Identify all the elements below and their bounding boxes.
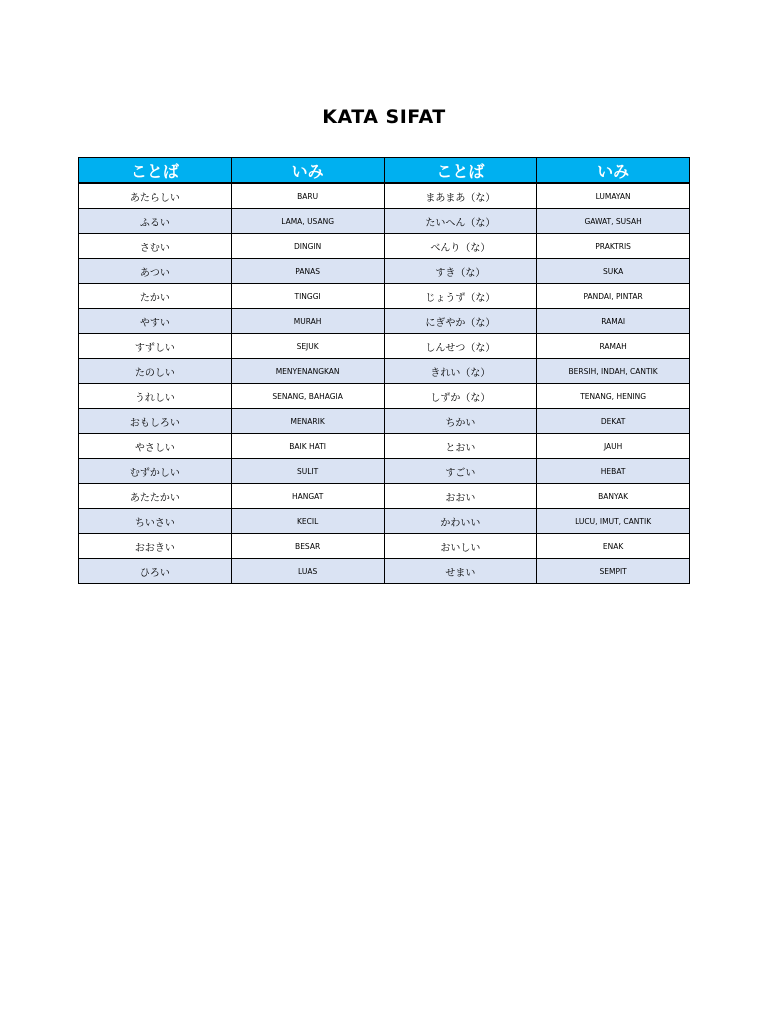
cell-meaning-2: JAUH xyxy=(537,434,690,459)
cell-meaning-2: GAWAT, SUSAH xyxy=(537,209,690,234)
cell-word-1: おもしろい xyxy=(79,409,232,434)
cell-meaning-2: RAMAI xyxy=(537,309,690,334)
table-row xyxy=(79,384,690,409)
cell-word-2: おおい xyxy=(384,484,537,509)
table-row xyxy=(79,534,690,559)
header-meaning-1: いみ xyxy=(231,158,384,184)
cell-meaning-1: SEJUK xyxy=(231,334,384,359)
cell-word-1: やさしい xyxy=(79,434,232,459)
adjective-table xyxy=(78,157,690,584)
cell-meaning-2: ENAK xyxy=(537,534,690,559)
cell-meaning-2: HEBAT xyxy=(537,459,690,484)
cell-meaning-2: PANDAI, PINTAR xyxy=(537,284,690,309)
cell-word-2: たいへん（な） xyxy=(384,209,537,234)
cell-word-2: かわいい xyxy=(384,509,537,534)
cell-meaning-1: LUAS xyxy=(231,559,384,584)
cell-word-2: すき（な） xyxy=(384,259,537,284)
cell-word-1: すずしい xyxy=(79,334,232,359)
table-row xyxy=(79,183,690,209)
cell-meaning-1: SENANG, BAHAGIA xyxy=(231,384,384,409)
table-row xyxy=(79,359,690,384)
cell-meaning-1: KECIL xyxy=(231,509,384,534)
cell-meaning-2: PRAKTRIS xyxy=(537,234,690,259)
cell-word-1: うれしい xyxy=(79,384,232,409)
cell-word-1: たのしい xyxy=(79,359,232,384)
table-row xyxy=(79,409,690,434)
cell-meaning-2: BANYAK xyxy=(537,484,690,509)
page-title: KATA SIFAT xyxy=(322,105,446,128)
cell-word-1: あつい xyxy=(79,259,232,284)
cell-meaning-1: BAIK HATI xyxy=(231,434,384,459)
cell-meaning-1: BARU xyxy=(231,183,384,209)
table-row xyxy=(79,309,690,334)
cell-word-1: やすい xyxy=(79,309,232,334)
table-row xyxy=(79,209,690,234)
cell-meaning-1: SULIT xyxy=(231,459,384,484)
cell-meaning-1: MENYENANGKAN xyxy=(231,359,384,384)
cell-meaning-2: RAMAH xyxy=(537,334,690,359)
cell-word-1: あたたかい xyxy=(79,484,232,509)
cell-meaning-1: PANAS xyxy=(231,259,384,284)
table-row xyxy=(79,434,690,459)
cell-word-2: とおい xyxy=(384,434,537,459)
header-meaning-2: いみ xyxy=(537,158,690,184)
cell-word-2: にぎやか（な） xyxy=(384,309,537,334)
cell-word-2: しんせつ（な） xyxy=(384,334,537,359)
cell-word-2: せまい xyxy=(384,559,537,584)
cell-word-2: ちかい xyxy=(384,409,537,434)
cell-word-1: あたらしい xyxy=(79,183,232,209)
cell-meaning-1: HANGAT xyxy=(231,484,384,509)
cell-word-1: おおきい xyxy=(79,534,232,559)
table-row xyxy=(79,484,690,509)
cell-word-1: むずかしい xyxy=(79,459,232,484)
cell-word-1: たかい xyxy=(79,284,232,309)
table-row xyxy=(79,284,690,309)
header-word-2: ことば xyxy=(384,158,537,184)
cell-meaning-2: LUMAYAN xyxy=(537,183,690,209)
cell-meaning-2: DEKAT xyxy=(537,409,690,434)
cell-word-1: ふるい xyxy=(79,209,232,234)
cell-word-1: さむい xyxy=(79,234,232,259)
cell-word-2: しずか（な） xyxy=(384,384,537,409)
cell-word-2: じょうず（な） xyxy=(384,284,537,309)
cell-meaning-1: MURAH xyxy=(231,309,384,334)
table-header xyxy=(79,158,690,184)
cell-word-2: きれい（な） xyxy=(384,359,537,384)
cell-word-1: ちいさい xyxy=(79,509,232,534)
table-row xyxy=(79,234,690,259)
header-row xyxy=(79,158,690,184)
cell-meaning-2: SUKA xyxy=(537,259,690,284)
cell-word-2: おいしい xyxy=(384,534,537,559)
cell-word-1: ひろい xyxy=(79,559,232,584)
cell-meaning-2: BERSIH, INDAH, CANTIK xyxy=(537,359,690,384)
table-row xyxy=(79,334,690,359)
table-row xyxy=(79,559,690,584)
cell-meaning-1: TINGGI xyxy=(231,284,384,309)
header-word-1: ことば xyxy=(79,158,232,184)
table-body xyxy=(79,183,690,584)
cell-meaning-2: TENANG, HENING xyxy=(537,384,690,409)
cell-word-2: すごい xyxy=(384,459,537,484)
table-row xyxy=(79,459,690,484)
cell-meaning-2: SEMPIT xyxy=(537,559,690,584)
cell-word-2: べんり（な） xyxy=(384,234,537,259)
cell-word-2: まあまあ（な） xyxy=(384,183,537,209)
table-row xyxy=(79,509,690,534)
table-row xyxy=(79,259,690,284)
cell-meaning-1: BESAR xyxy=(231,534,384,559)
cell-meaning-1: LAMA, USANG xyxy=(231,209,384,234)
cell-meaning-2: LUCU, IMUT, CANTIK xyxy=(537,509,690,534)
cell-meaning-1: DINGIN xyxy=(231,234,384,259)
cell-meaning-1: MENARIK xyxy=(231,409,384,434)
